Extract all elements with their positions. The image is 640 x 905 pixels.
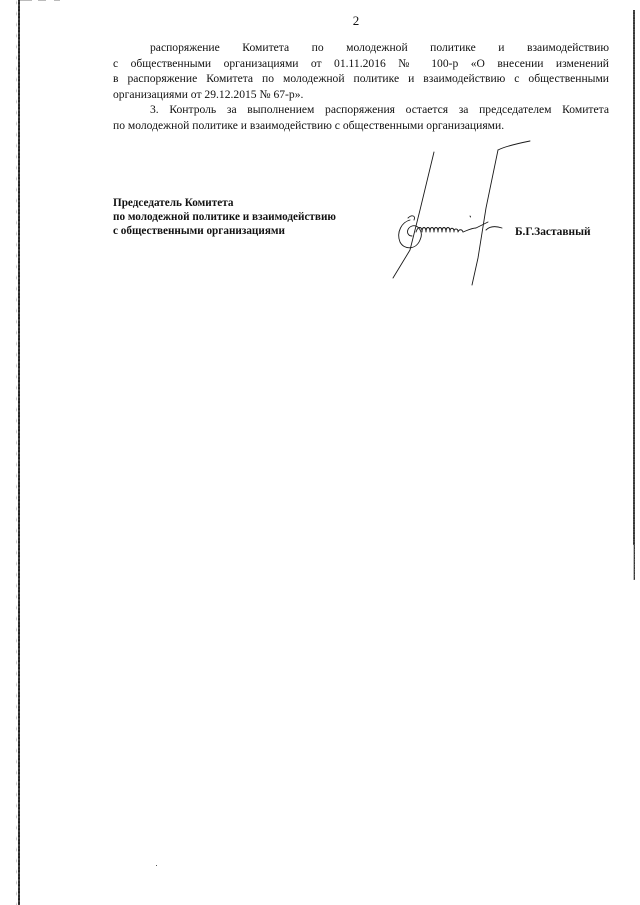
text-line: организациями от 29.12.2015 № 67-р». xyxy=(113,87,304,101)
signatory-title xyxy=(113,196,336,239)
page-number: 2 xyxy=(352,13,360,28)
scan-top-mark xyxy=(20,0,32,1)
document-body xyxy=(113,40,609,134)
text-line xyxy=(113,40,609,56)
paragraph-continuation xyxy=(113,40,609,102)
text-line: с общественными организациями от 01.11.2016 № 100-р «О внесении изменений xyxy=(113,56,609,70)
text-line-content: 3. Контроль за выполнением распоряжения остается за председателем Комитета xyxy=(150,103,609,117)
scan-edge-artifact-left-fringe xyxy=(16,0,17,905)
scan-edge-artifact-right-tail xyxy=(633,545,634,580)
text-line: в распоряжение Комитета по молодежной политике и взаимодействию с общественными xyxy=(113,72,609,86)
handwritten-signature-icon xyxy=(380,140,540,290)
scan-edge-artifact-right xyxy=(633,10,635,580)
signatory-title-line: Председатель Комитета xyxy=(113,197,234,209)
scan-speck xyxy=(156,865,157,866)
signatory-name: Б.Г.Заставный xyxy=(515,226,591,238)
scan-top-mark xyxy=(54,0,60,1)
text-line xyxy=(113,102,609,118)
signatory-title-line: по молодежной политике и взаимодействию xyxy=(113,211,336,224)
scan-top-mark xyxy=(38,0,46,1)
paragraph-3 xyxy=(113,102,609,133)
signatory-title-line: с общественными организациями xyxy=(113,225,285,238)
scan-edge-artifact-left xyxy=(18,0,20,905)
text-line-content: распоряжение Комитета по молодежной политике и взаимодействию xyxy=(150,41,609,54)
text-line: по молодежной политике и взаимодействию с общественными организациями. xyxy=(113,118,505,132)
